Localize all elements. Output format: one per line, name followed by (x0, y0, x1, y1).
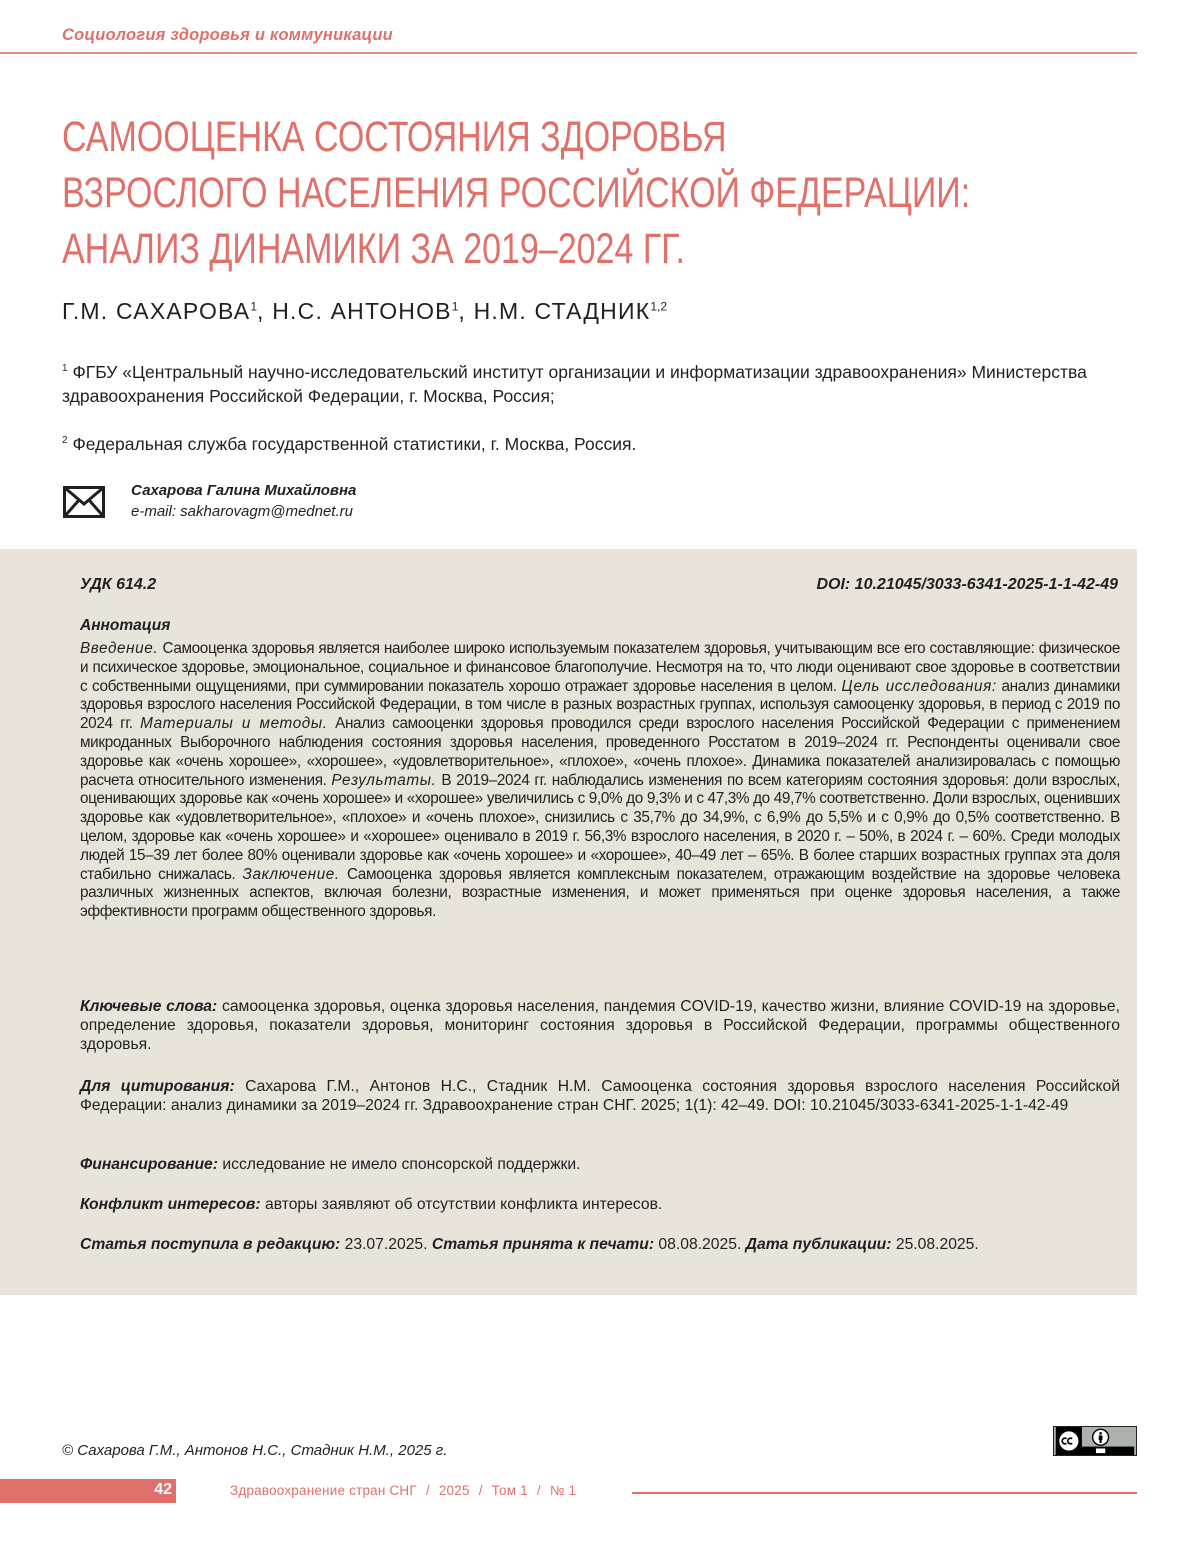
abstract-heading: Аннотация (80, 617, 171, 634)
author-name: Н.С. АНТОНОВ (272, 298, 452, 324)
section-label-results: Результаты. (331, 771, 437, 789)
running-head: Социология здоровья и коммуникации (62, 26, 393, 44)
title-line: АНАЛИЗ ДИНАМИКИ ЗА 2019–2024 ГГ. (62, 226, 685, 273)
journal-issue: № 1 (549, 1483, 577, 1498)
journal-year: 2025 (438, 1483, 470, 1498)
keywords-label: Ключевые слова: (80, 998, 218, 1015)
keywords: Ключевые слова: самооценка здоровья, оценка здоровья населения, пандемия COVID-19, качество жизни, влияние COVID-19 на здоровье, определение здоровья, показатели здоровья, мониторинг состояния здоровья в Российской Федерации, программы общественного здоровья. (80, 998, 1120, 1053)
affiliation-text: ФГБУ «Центральный научно-исследовательский институт организации и информатизации здравоохранения» Министерства здравоохранения Российской Федерации, г. Москва, Россия; (62, 361, 1087, 406)
conflict-of-interest: Конфликт интересов: авторы заявляют об отсутствии конфликта интересов. (80, 1196, 663, 1213)
affiliation-number: 1 (62, 363, 68, 374)
author-name: Г.М. САХАРОВА (62, 298, 251, 324)
accepted-date: 08.08.2025. (654, 1236, 746, 1253)
funding-label: Финансирование: (80, 1156, 218, 1173)
funding: Финансирование: исследование не имело спонсорской поддержки. (80, 1156, 581, 1173)
citation-label: Для цитирования: (80, 1078, 235, 1095)
journal-volume: Том 1 (491, 1483, 528, 1498)
section-label-aim: Цель исследования: (841, 677, 997, 695)
affiliation-text: Федеральная служба государственной статистики, г. Москва, Россия. (72, 433, 637, 454)
page-number: 42 (154, 1481, 172, 1498)
published-label: Дата публикации: (745, 1236, 892, 1253)
envelope-icon (63, 486, 105, 518)
cc-by-icon[interactable] (1053, 1426, 1137, 1456)
abstract-body: Введение. Самооценка здоровья является наиболее широко используемым показателем здоровья, учитывающим все его составляющие: физическое и психическое здоровье, эмоциональное, социальное и финансовое благополучие. Несмотря на то, что люди оценивают свое здоровье в соответствии с собственными ощущениями, при суммировании показатель хорошо отражает здоровье населения в целом. Цель исследования: анализ динамики здоровья взрослого населения Российской Федерации, в том числе в разных возрастных группах, используя самооценку здоровья, в период с 2019 по 2024 гг. Материалы и методы. Анализ самооценки здоровья проводился среди взрослого населения Российской Федерации с применением микроданных Выборочного наблюдения состояния здоровья населения, проведенного Росстатом в 2019–2024 гг. Респонденты оценивали свое здоровье как «очень хорошее», «хорошее», «удовлетворительное», «плохое», «очень плохое». Динамика показателей анализировалась с помощью расчета относительного изменения. Результаты. В 2019–2024 гг. наблюдались изменения по всем категориям состояния здоровья: доли взрослых, оценивающих здоровье как «очень хорошее» и «хорошее» увеличились с 9,0% до 9,3% и с 47,3% до 49,7% соответственно. Доли взрослых, оценивших здоровье как «удовлетворительное», «плохое» и «очень плохое», снизились с 35,7% до 34,9%, с 6,9% до 5,5% и с 0,9% до 0,5% соответственно. В целом, здоровье как «очень хорошее» и «хорошее» оценивало в 2019 г. 56,3% взрослого населения, в 2020 г. – 50%, в 2024 г. – 60%. Среди молодых людей 15–39 лет более 80% оценивали здоровье как «очень хорошее» и «хорошее», 40–49 лет – 65%. В более старших возрастных группах эта доля стабильно снижалась. Заключение. Самооценка здоровья является комплексным показателем, отражающим воздействие на здоровье человека различных жизненных аспектов, включая болезни, возрастные изменения, и может применяться при оценке здоровья населения, а также эффективности программ общественного здоровья. (80, 640, 1121, 921)
published-date: 25.08.2025. (891, 1236, 979, 1253)
article-title (62, 110, 971, 278)
header-rule (0, 52, 1137, 54)
section-label-methods: Материалы и методы. (140, 715, 328, 733)
accepted-label: Статья принята к печати: (431, 1236, 655, 1253)
received-label: Статья поступила в редакцию: (80, 1236, 341, 1253)
corresponding-author-email[interactable]: e-mail: sakharovagm@mednet.ru (131, 503, 353, 520)
title-line: САМООЦЕНКА СОСТОЯНИЯ ЗДОРОВЬЯ (62, 114, 727, 161)
affiliation-number: 2 (62, 435, 68, 446)
page-number-tab (0, 1479, 176, 1503)
journal-footer: Здравоохранение стран СНГ / 2025 / Том 1 / № 1 (230, 1483, 577, 1498)
corresponding-author-name: Сахарова Галина Михайловна (131, 482, 357, 499)
udk-code: УДК 614.2 (80, 576, 157, 593)
author-list: Г.М. САХАРОВА$^1$, Н.С. АНТОНОВ$^1$, Н.М. СТАДНИК$^{1,2}$ (62, 298, 667, 324)
citation: Для цитирования: Сахарова Г.М., Антонов Н.С., Стадник Н.М. Самооценка состояния здоровья взрослого населения Российской Федерации: анализ динамики за 2019–2024 гг. Здравоохранение стран СНГ. 2025; 1(1): 42–49. DOI: 10.21045/3033-6341-2025-1-1-42-49 (80, 1078, 1120, 1114)
doi[interactable]: DOI: 10.21045/3033-6341-2025-1-1-42-49 (816, 576, 1118, 593)
affiliation-1 (62, 357, 1112, 408)
section-label-conclusion: Заключение. (242, 865, 340, 883)
received-date: 23.07.2025. (340, 1236, 432, 1253)
author-affil-ref: 1 (451, 299, 459, 314)
author-name: Н.М. СТАДНИК (473, 298, 651, 324)
title-line: ВЗРОСЛОГО НАСЕЛЕНИЯ РОССИЙСКОЙ ФЕДЕРАЦИИ: (62, 170, 971, 217)
author-affil-ref: 1,2 (650, 299, 667, 314)
conflict-label: Конфликт интересов: (80, 1196, 261, 1213)
section-label-introduction: Введение. (80, 640, 159, 657)
copyright-notice: © Сахарова Г.М., Антонов Н.С., Стадник Н.М., 2025 г. (62, 1442, 448, 1459)
author-affil-ref: 1 (250, 299, 258, 314)
affiliation-2 (62, 429, 1112, 456)
publication-dates (80, 1236, 1120, 1255)
footer-rule (632, 1492, 1137, 1494)
journal-name: Здравоохранение стран СНГ (230, 1483, 417, 1498)
